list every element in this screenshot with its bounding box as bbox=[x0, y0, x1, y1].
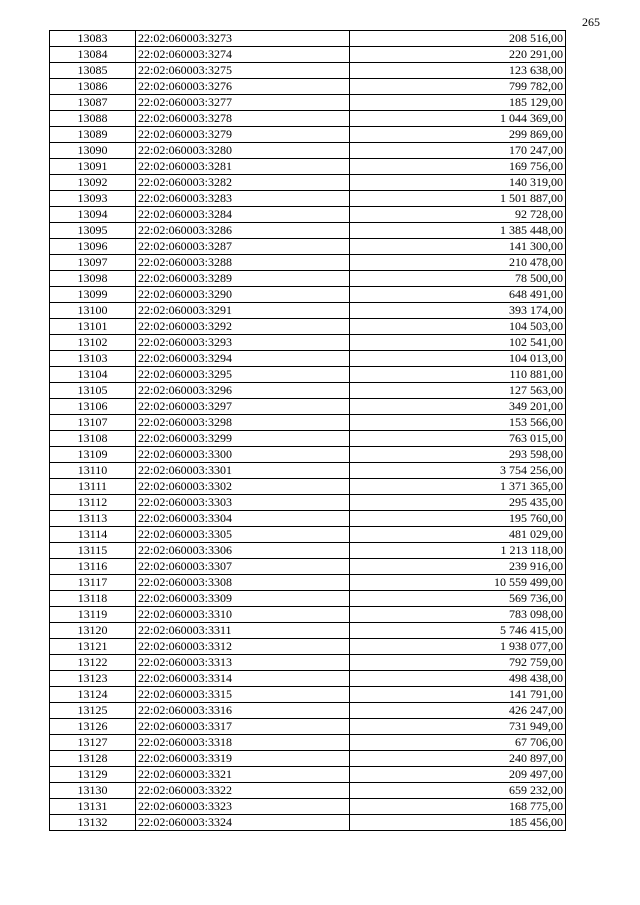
cadastral-number-cell: 22:02:060003:3277 bbox=[136, 95, 350, 111]
row-number-cell: 13131 bbox=[50, 799, 136, 815]
cadastral-value-cell: 569 736,00 bbox=[350, 591, 566, 607]
row-number-cell: 13130 bbox=[50, 783, 136, 799]
cadastral-value-cell: 426 247,00 bbox=[350, 703, 566, 719]
cadastral-number-cell: 22:02:060003:3315 bbox=[136, 687, 350, 703]
cadastral-value-cell: 299 869,00 bbox=[350, 127, 566, 143]
table-row bbox=[50, 607, 566, 623]
table-row bbox=[50, 319, 566, 335]
cadastral-value-cell: 393 174,00 bbox=[350, 303, 566, 319]
cadastral-value-cell: 141 300,00 bbox=[350, 239, 566, 255]
cadastral-value-cell: 210 478,00 bbox=[350, 255, 566, 271]
cadastral-value-cell: 295 435,00 bbox=[350, 495, 566, 511]
table-row bbox=[50, 447, 566, 463]
table-body bbox=[50, 31, 566, 831]
cadastral-number-cell: 22:02:060003:3323 bbox=[136, 799, 350, 815]
cadastral-value-cell: 792 759,00 bbox=[350, 655, 566, 671]
table-row bbox=[50, 671, 566, 687]
table-row bbox=[50, 159, 566, 175]
cadastral-number-cell: 22:02:060003:3288 bbox=[136, 255, 350, 271]
cadastral-number-cell: 22:02:060003:3319 bbox=[136, 751, 350, 767]
cadastral-number-cell: 22:02:060003:3314 bbox=[136, 671, 350, 687]
table-row bbox=[50, 703, 566, 719]
cadastral-value-cell: 1 044 369,00 bbox=[350, 111, 566, 127]
table-row bbox=[50, 143, 566, 159]
cadastral-value-cell: 110 881,00 bbox=[350, 367, 566, 383]
cadastral-value-cell: 783 098,00 bbox=[350, 607, 566, 623]
row-number-cell: 13105 bbox=[50, 383, 136, 399]
table-row bbox=[50, 287, 566, 303]
cadastral-value-cell: 1 213 118,00 bbox=[350, 543, 566, 559]
cadastral-number-cell: 22:02:060003:3305 bbox=[136, 527, 350, 543]
row-number-cell: 13110 bbox=[50, 463, 136, 479]
cadastral-value-cell: 104 013,00 bbox=[350, 351, 566, 367]
row-number-cell: 13104 bbox=[50, 367, 136, 383]
table-row bbox=[50, 767, 566, 783]
row-number-cell: 13085 bbox=[50, 63, 136, 79]
cadastral-number-cell: 22:02:060003:3321 bbox=[136, 767, 350, 783]
row-number-cell: 13097 bbox=[50, 255, 136, 271]
row-number-cell: 13128 bbox=[50, 751, 136, 767]
table-row bbox=[50, 639, 566, 655]
table-row bbox=[50, 591, 566, 607]
row-number-cell: 13121 bbox=[50, 639, 136, 655]
table-row bbox=[50, 367, 566, 383]
cadastral-number-cell: 22:02:060003:3286 bbox=[136, 223, 350, 239]
cadastral-value-cell: 153 566,00 bbox=[350, 415, 566, 431]
table-row bbox=[50, 511, 566, 527]
cadastral-number-cell: 22:02:060003:3280 bbox=[136, 143, 350, 159]
row-number-cell: 13111 bbox=[50, 479, 136, 495]
cadastral-number-cell: 22:02:060003:3310 bbox=[136, 607, 350, 623]
row-number-cell: 13109 bbox=[50, 447, 136, 463]
cadastral-value-cell: 102 541,00 bbox=[350, 335, 566, 351]
cadastral-number-cell: 22:02:060003:3317 bbox=[136, 719, 350, 735]
table-row bbox=[50, 815, 566, 831]
table-row bbox=[50, 111, 566, 127]
cadastral-number-cell: 22:02:060003:3293 bbox=[136, 335, 350, 351]
table-row bbox=[50, 623, 566, 639]
cadastral-number-cell: 22:02:060003:3299 bbox=[136, 431, 350, 447]
cadastral-number-cell: 22:02:060003:3290 bbox=[136, 287, 350, 303]
cadastral-value-cell: 220 291,00 bbox=[350, 47, 566, 63]
table-row bbox=[50, 47, 566, 63]
row-number-cell: 13094 bbox=[50, 207, 136, 223]
table-row bbox=[50, 399, 566, 415]
table-row bbox=[50, 687, 566, 703]
cadastral-value-cell: 648 491,00 bbox=[350, 287, 566, 303]
row-number-cell: 13122 bbox=[50, 655, 136, 671]
cadastral-number-cell: 22:02:060003:3306 bbox=[136, 543, 350, 559]
row-number-cell: 13132 bbox=[50, 815, 136, 831]
row-number-cell: 13116 bbox=[50, 559, 136, 575]
table-row bbox=[50, 223, 566, 239]
row-number-cell: 13113 bbox=[50, 511, 136, 527]
cadastral-value-cell: 3 754 256,00 bbox=[350, 463, 566, 479]
row-number-cell: 13088 bbox=[50, 111, 136, 127]
cadastral-value-cell: 141 791,00 bbox=[350, 687, 566, 703]
cadastral-number-cell: 22:02:060003:3296 bbox=[136, 383, 350, 399]
row-number-cell: 13084 bbox=[50, 47, 136, 63]
cadastral-number-cell: 22:02:060003:3273 bbox=[136, 31, 350, 47]
page-number: 265 bbox=[582, 15, 600, 29]
row-number-cell: 13103 bbox=[50, 351, 136, 367]
cadastral-value-cell: 123 638,00 bbox=[350, 63, 566, 79]
cadastral-value-cell: 659 232,00 bbox=[350, 783, 566, 799]
cadastral-value-table bbox=[49, 30, 566, 831]
cadastral-number-cell: 22:02:060003:3282 bbox=[136, 175, 350, 191]
cadastral-value-cell: 185 129,00 bbox=[350, 95, 566, 111]
row-number-cell: 13102 bbox=[50, 335, 136, 351]
cadastral-number-cell: 22:02:060003:3295 bbox=[136, 367, 350, 383]
cadastral-value-cell: 1 938 077,00 bbox=[350, 639, 566, 655]
cadastral-value-cell: 92 728,00 bbox=[350, 207, 566, 223]
cadastral-value-cell: 10 559 499,00 bbox=[350, 575, 566, 591]
row-number-cell: 13086 bbox=[50, 79, 136, 95]
row-number-cell: 13108 bbox=[50, 431, 136, 447]
row-number-cell: 13119 bbox=[50, 607, 136, 623]
cadastral-value-cell: 195 760,00 bbox=[350, 511, 566, 527]
cadastral-value-cell: 209 497,00 bbox=[350, 767, 566, 783]
cadastral-number-cell: 22:02:060003:3275 bbox=[136, 63, 350, 79]
cadastral-number-cell: 22:02:060003:3302 bbox=[136, 479, 350, 495]
row-number-cell: 13100 bbox=[50, 303, 136, 319]
cadastral-value-cell: 240 897,00 bbox=[350, 751, 566, 767]
row-number-cell: 13089 bbox=[50, 127, 136, 143]
cadastral-number-cell: 22:02:060003:3284 bbox=[136, 207, 350, 223]
cadastral-number-cell: 22:02:060003:3297 bbox=[136, 399, 350, 415]
table-row bbox=[50, 383, 566, 399]
row-number-cell: 13096 bbox=[50, 239, 136, 255]
table-row bbox=[50, 783, 566, 799]
cadastral-value-cell: 169 756,00 bbox=[350, 159, 566, 175]
cadastral-number-cell: 22:02:060003:3316 bbox=[136, 703, 350, 719]
table-row bbox=[50, 271, 566, 287]
row-number-cell: 13127 bbox=[50, 735, 136, 751]
table-row bbox=[50, 655, 566, 671]
table-row bbox=[50, 31, 566, 47]
cadastral-value-cell: 1 371 365,00 bbox=[350, 479, 566, 495]
table-row bbox=[50, 575, 566, 591]
row-number-cell: 13129 bbox=[50, 767, 136, 783]
cadastral-number-cell: 22:02:060003:3313 bbox=[136, 655, 350, 671]
row-number-cell: 13118 bbox=[50, 591, 136, 607]
table-row bbox=[50, 175, 566, 191]
table-row bbox=[50, 191, 566, 207]
row-number-cell: 13117 bbox=[50, 575, 136, 591]
cadastral-value-cell: 763 015,00 bbox=[350, 431, 566, 447]
cadastral-value-cell: 293 598,00 bbox=[350, 447, 566, 463]
row-number-cell: 13126 bbox=[50, 719, 136, 735]
row-number-cell: 13125 bbox=[50, 703, 136, 719]
row-number-cell: 13114 bbox=[50, 527, 136, 543]
row-number-cell: 13083 bbox=[50, 31, 136, 47]
table-row bbox=[50, 463, 566, 479]
table-row bbox=[50, 351, 566, 367]
row-number-cell: 13099 bbox=[50, 287, 136, 303]
table-row bbox=[50, 495, 566, 511]
row-number-cell: 13115 bbox=[50, 543, 136, 559]
row-number-cell: 13101 bbox=[50, 319, 136, 335]
table-row bbox=[50, 127, 566, 143]
row-number-cell: 13106 bbox=[50, 399, 136, 415]
cadastral-number-cell: 22:02:060003:3281 bbox=[136, 159, 350, 175]
cadastral-value-cell: 208 516,00 bbox=[350, 31, 566, 47]
cadastral-value-cell: 349 201,00 bbox=[350, 399, 566, 415]
table-row bbox=[50, 95, 566, 111]
row-number-cell: 13093 bbox=[50, 191, 136, 207]
row-number-cell: 13123 bbox=[50, 671, 136, 687]
cadastral-value-cell: 168 775,00 bbox=[350, 799, 566, 815]
cadastral-number-cell: 22:02:060003:3307 bbox=[136, 559, 350, 575]
row-number-cell: 13092 bbox=[50, 175, 136, 191]
row-number-cell: 13124 bbox=[50, 687, 136, 703]
cadastral-value-cell: 1 501 887,00 bbox=[350, 191, 566, 207]
cadastral-value-cell: 239 916,00 bbox=[350, 559, 566, 575]
cadastral-value-cell: 498 438,00 bbox=[350, 671, 566, 687]
cadastral-number-cell: 22:02:060003:3308 bbox=[136, 575, 350, 591]
table-row bbox=[50, 479, 566, 495]
table-row bbox=[50, 735, 566, 751]
cadastral-number-cell: 22:02:060003:3300 bbox=[136, 447, 350, 463]
cadastral-number-cell: 22:02:060003:3287 bbox=[136, 239, 350, 255]
table-row bbox=[50, 239, 566, 255]
cadastral-number-cell: 22:02:060003:3279 bbox=[136, 127, 350, 143]
cadastral-number-cell: 22:02:060003:3311 bbox=[136, 623, 350, 639]
cadastral-value-cell: 1 385 448,00 bbox=[350, 223, 566, 239]
cadastral-number-cell: 22:02:060003:3318 bbox=[136, 735, 350, 751]
cadastral-value-cell: 104 503,00 bbox=[350, 319, 566, 335]
row-number-cell: 13112 bbox=[50, 495, 136, 511]
table-row bbox=[50, 63, 566, 79]
cadastral-number-cell: 22:02:060003:3298 bbox=[136, 415, 350, 431]
table-row bbox=[50, 751, 566, 767]
cadastral-value-cell: 5 746 415,00 bbox=[350, 623, 566, 639]
cadastral-number-cell: 22:02:060003:3283 bbox=[136, 191, 350, 207]
cadastral-number-cell: 22:02:060003:3303 bbox=[136, 495, 350, 511]
row-number-cell: 13090 bbox=[50, 143, 136, 159]
cadastral-number-cell: 22:02:060003:3292 bbox=[136, 319, 350, 335]
cadastral-number-cell: 22:02:060003:3322 bbox=[136, 783, 350, 799]
table-row bbox=[50, 255, 566, 271]
row-number-cell: 13120 bbox=[50, 623, 136, 639]
cadastral-value-cell: 185 456,00 bbox=[350, 815, 566, 831]
cadastral-value-cell: 731 949,00 bbox=[350, 719, 566, 735]
cadastral-number-cell: 22:02:060003:3304 bbox=[136, 511, 350, 527]
cadastral-number-cell: 22:02:060003:3291 bbox=[136, 303, 350, 319]
table-row bbox=[50, 431, 566, 447]
cadastral-value-cell: 127 563,00 bbox=[350, 383, 566, 399]
cadastral-number-cell: 22:02:060003:3312 bbox=[136, 639, 350, 655]
row-number-cell: 13095 bbox=[50, 223, 136, 239]
row-number-cell: 13087 bbox=[50, 95, 136, 111]
table-row bbox=[50, 335, 566, 351]
cadastral-value-cell: 140 319,00 bbox=[350, 175, 566, 191]
table-row bbox=[50, 719, 566, 735]
table-row bbox=[50, 207, 566, 223]
table-row bbox=[50, 79, 566, 95]
cadastral-number-cell: 22:02:060003:3274 bbox=[136, 47, 350, 63]
table-row bbox=[50, 559, 566, 575]
table-row bbox=[50, 799, 566, 815]
cadastral-value-cell: 799 782,00 bbox=[350, 79, 566, 95]
row-number-cell: 13107 bbox=[50, 415, 136, 431]
table-row bbox=[50, 415, 566, 431]
cadastral-number-cell: 22:02:060003:3289 bbox=[136, 271, 350, 287]
cadastral-value-cell: 67 706,00 bbox=[350, 735, 566, 751]
table-row bbox=[50, 303, 566, 319]
cadastral-number-cell: 22:02:060003:3301 bbox=[136, 463, 350, 479]
cadastral-number-cell: 22:02:060003:3276 bbox=[136, 79, 350, 95]
table-row bbox=[50, 543, 566, 559]
cadastral-value-cell: 78 500,00 bbox=[350, 271, 566, 287]
row-number-cell: 13098 bbox=[50, 271, 136, 287]
cadastral-number-cell: 22:02:060003:3278 bbox=[136, 111, 350, 127]
cadastral-value-cell: 170 247,00 bbox=[350, 143, 566, 159]
cadastral-number-cell: 22:02:060003:3324 bbox=[136, 815, 350, 831]
cadastral-value-cell: 481 029,00 bbox=[350, 527, 566, 543]
cadastral-number-cell: 22:02:060003:3309 bbox=[136, 591, 350, 607]
cadastral-number-cell: 22:02:060003:3294 bbox=[136, 351, 350, 367]
row-number-cell: 13091 bbox=[50, 159, 136, 175]
table-row bbox=[50, 527, 566, 543]
